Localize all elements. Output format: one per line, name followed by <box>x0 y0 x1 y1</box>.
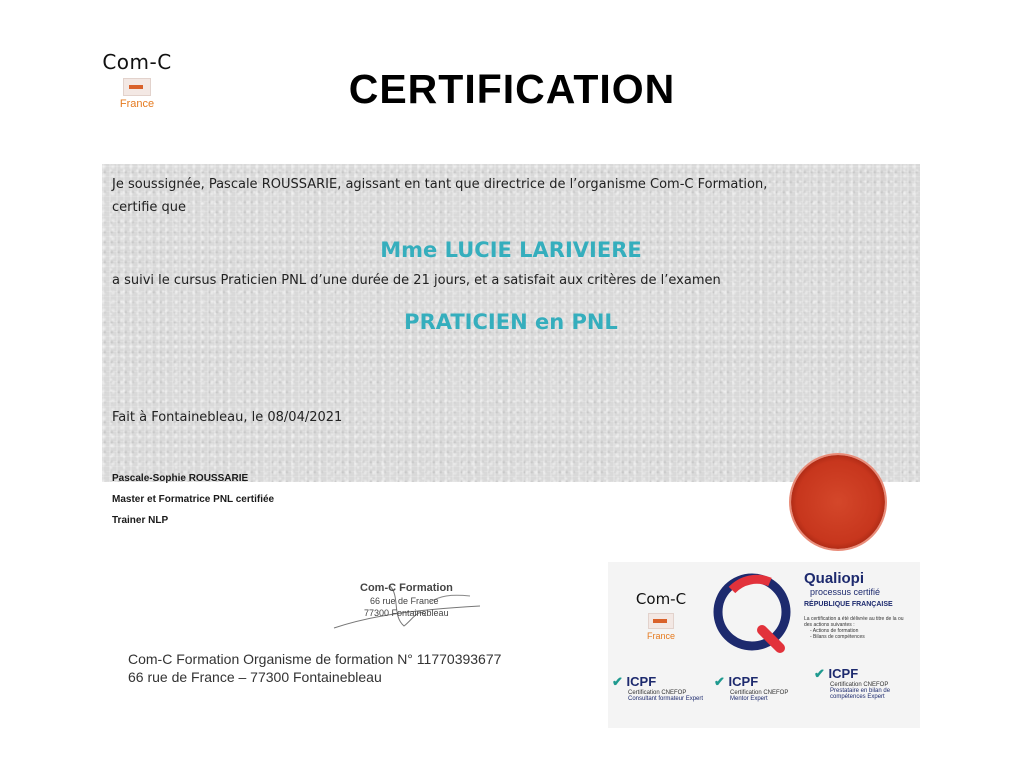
signatory-role-en: Trainer NLP <box>112 515 169 526</box>
check-icon: ✔ <box>714 674 725 689</box>
recipient-name: Mme LUCIE LARIVIERE <box>380 238 642 262</box>
check-icon: ✔ <box>612 674 623 689</box>
icpf-level: Consultant formateur Expert <box>628 696 704 702</box>
qualiopi-note: La certification a été délivrée au titre de la ou des actions suivantes : <box>804 616 904 628</box>
logo-subtitle: France <box>119 98 155 110</box>
qualitia-q-logo <box>710 568 796 660</box>
badge-logo-wordmark: Com-C <box>635 590 687 608</box>
qualiopi-block <box>804 570 910 640</box>
qualiopi-item-1: - Actions de formation <box>810 628 859 634</box>
badge-logo-subtitle: France <box>646 631 675 641</box>
stamp-street: 66 rue de France <box>370 596 439 606</box>
icpf-level: Prestataire en bilan de compétences Expert <box>830 688 891 700</box>
icpf-cert: Certification CNEFOP <box>730 690 789 696</box>
check-icon: ✔ <box>814 666 825 681</box>
icpf-name: ICPF <box>626 674 657 689</box>
stamp-city: 77300 Fontainebleau <box>364 608 449 618</box>
icpf-badge-3 <box>814 666 914 700</box>
badge-com-c-logo <box>626 590 696 641</box>
certificate-panel <box>102 164 920 482</box>
logo-wordmark: Com-C <box>102 50 172 74</box>
badge-flag-icon <box>648 613 674 629</box>
stamp-org: Com-C Formation <box>360 582 453 594</box>
signatory-name: Pascale-Sophie ROUSSARIE <box>112 473 249 484</box>
icpf-badge-1 <box>612 674 712 702</box>
republique-label: RÉPUBLIQUE FRANÇAISE <box>804 601 893 608</box>
icpf-cert: Certification CNEFOP <box>628 690 687 696</box>
qualiopi-item-2: - Bilans de compétences <box>810 634 865 640</box>
footer-address-line: 66 rue de France – 77300 Fontainebleau <box>128 669 382 685</box>
icpf-level: Mentor Expert <box>730 696 768 702</box>
red-wax-seal <box>791 455 885 549</box>
page-title: CERTIFICATION <box>348 66 676 112</box>
icpf-name: ICPF <box>728 674 759 689</box>
certification-badges <box>608 562 920 728</box>
qualiopi-subtitle: processus certifié <box>810 587 881 597</box>
place-date: Fait à Fontainebleau, le 08/04/2021 <box>112 410 343 425</box>
course-line: a suivi le cursus Praticien PNL d’une durée de 21 jours, et a satisfait aux critères de l’examen <box>112 273 721 288</box>
company-stamp <box>330 576 490 636</box>
certifies-line: certifie que <box>112 200 187 215</box>
qualification-title: PRATICIEN en PNL <box>404 310 618 334</box>
qualiopi-label: Qualiopi <box>804 570 864 587</box>
signatory-role: Master et Formatrice PNL certifiée <box>112 494 275 505</box>
footer-org-line: Com-C Formation Organisme de formation N° 11770393677 <box>128 651 502 667</box>
icpf-badge-2 <box>714 674 814 702</box>
icpf-name: ICPF <box>828 666 859 681</box>
declaration-line: Je soussignée, Pascale ROUSSARIE, agissant en tant que directrice de l’organisme Com-C Formation, <box>112 177 768 192</box>
icpf-cert: Certification CNEFOP <box>830 682 889 688</box>
